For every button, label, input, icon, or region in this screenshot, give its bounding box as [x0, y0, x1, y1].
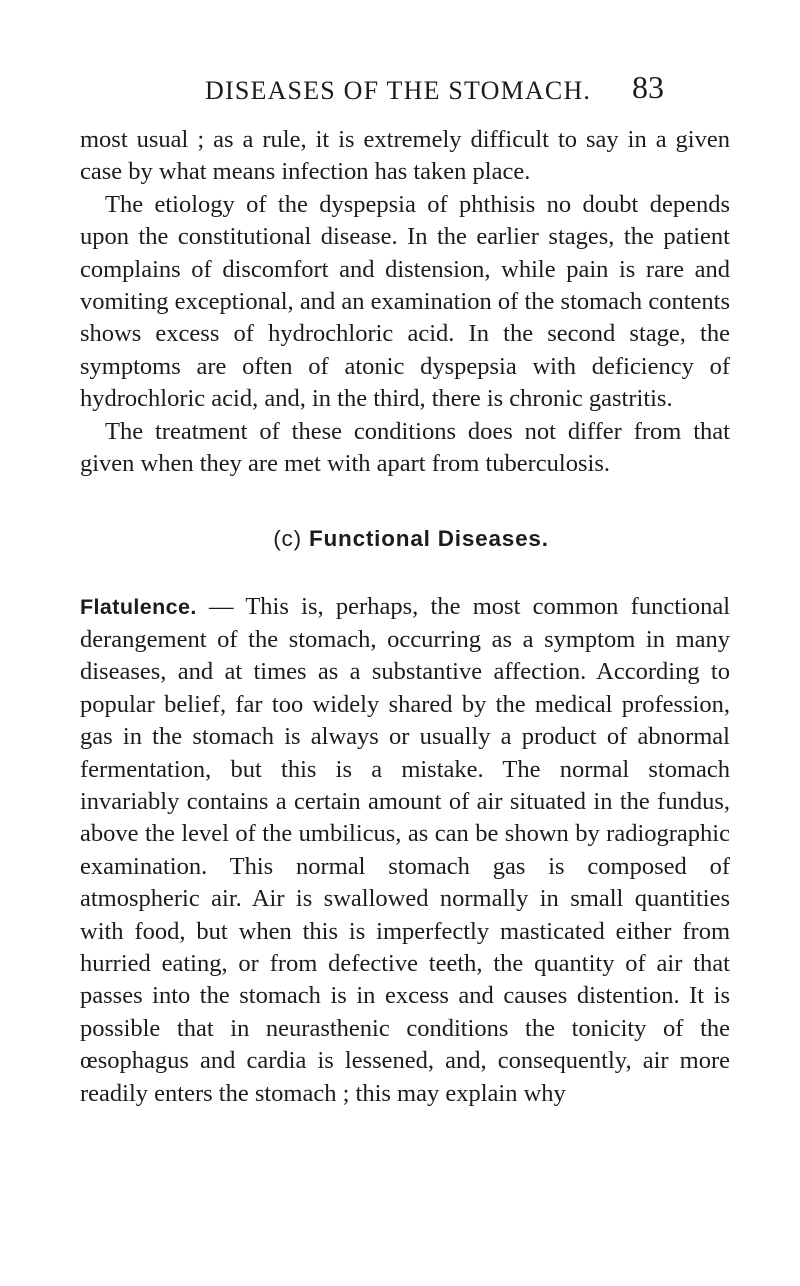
- running-head: [0, 69, 800, 116]
- section-title: Functional Diseases.: [308, 526, 549, 552]
- running-title: DISEASES OF THE STOMACH.: [205, 76, 592, 105]
- flatulence-text: — This is, perhaps, the most common functional derangement of the stomach, occurring as a symptom in many diseases, and at times as a substantive affection. According to popular belief, far too widely shared by the medical profession, gas in the stomach is always or usually a product of abnormal fermentation, but this is a mistake. The normal stomach invariably contains a certain amount of air situated in the fundus, above the level of the umbilicus, as can be shown by radiographic examination. This normal stomach gas is composed of atmospheric air. Air is swallowed normally in small quantities with food, but when this is imperfectly masticated either from hurried eating, or from defective teeth, the quantity of air that passes into the stomach is in excess and causes distention. It is possible that in neurasthenic conditions the tonicity of the œsophagus and cardia is lessened, and, consequently, air more readily enters the stomach ; this may explain why: [80, 593, 730, 1107]
- section-heading: [80, 523, 730, 555]
- body-text: [80, 124, 730, 1110]
- page-number: 83: [632, 69, 664, 105]
- section-marker: (c): [273, 526, 302, 552]
- paragraph-treatment: The treatment of these conditions does not differ from that given when they are met with apart from tuberculosis.: [80, 417, 730, 478]
- paragraph-flatulence: [80, 591, 730, 1110]
- paragraph-continuation: most usual ; as a rule, it is extremely difficult to say in a given case by what means infection has taken place.: [80, 126, 730, 186]
- paragraph-etiology: The etiology of the dyspepsia of phthisis no doubt depends upon the constitutional disease. In the earlier stages, the patient complains of discomfort and distension, while pain is rare and vomiting exceptional, and an examination of the stomach contents shows excess of hydrochloric acid. In the second stage, the symptoms are often of atonic dyspepsia with deficiency of hydrochloric acid, and, in the third, there is chronic gastritis.: [80, 190, 730, 413]
- run-in-heading-flatulence: Flatulence.: [80, 595, 197, 620]
